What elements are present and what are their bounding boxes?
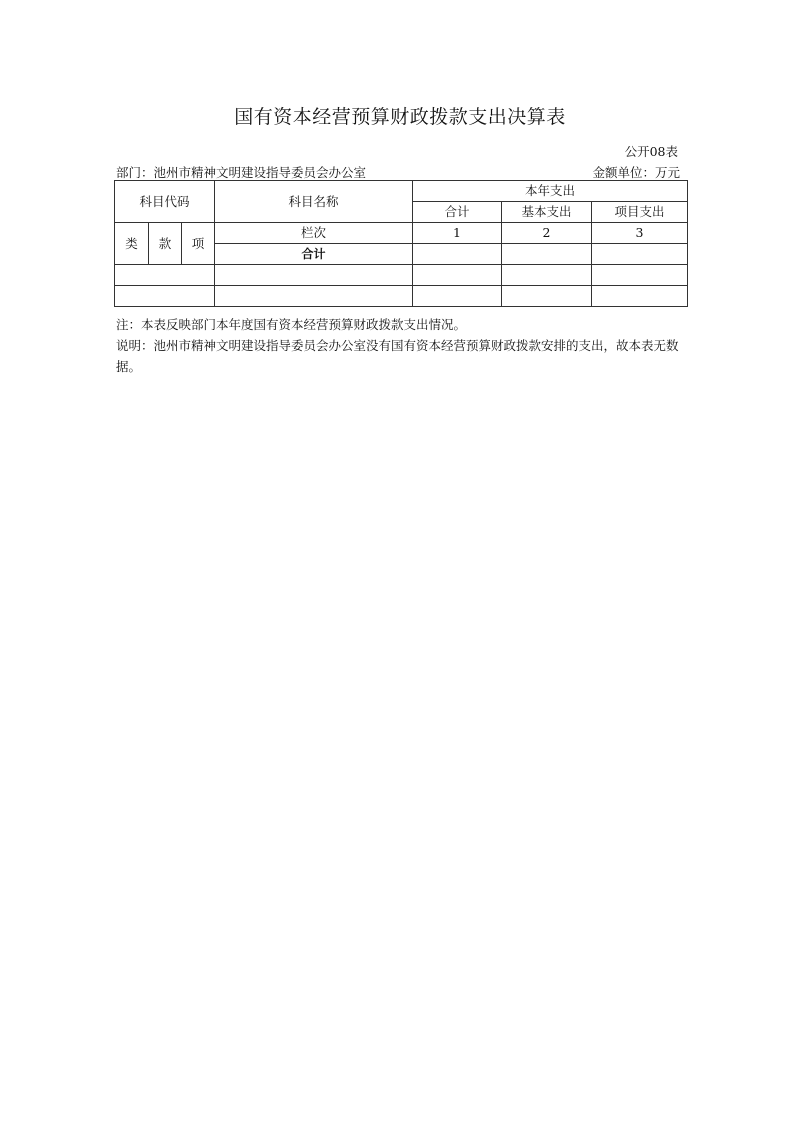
- empty-name-cell: [215, 265, 413, 286]
- empty-cell: [592, 286, 688, 307]
- empty-cell: [592, 265, 688, 286]
- column-number-2: 2: [502, 223, 592, 244]
- sum-basic-cell: [502, 244, 592, 265]
- empty-name-cell: [215, 286, 413, 307]
- class-header: 类: [115, 223, 149, 265]
- empty-cell: [502, 265, 592, 286]
- department-label: 部门：: [116, 165, 154, 180]
- unit-value: 万元: [654, 165, 680, 180]
- form-code: 公开08表: [624, 144, 678, 159]
- note-text: 注：本表反映部门本年度国有资本经营预算财政拨款支出情况。: [116, 317, 467, 332]
- total-header: 合计: [413, 202, 502, 223]
- unit-info: [592, 163, 680, 181]
- current-year-expense-header: 本年支出: [413, 181, 688, 202]
- unit-label: 金额单位：: [592, 165, 655, 180]
- table-row: [115, 265, 688, 286]
- item-header: 项: [182, 223, 215, 265]
- empty-cell: [413, 265, 502, 286]
- empty-cell: [413, 286, 502, 307]
- column-order-row: [115, 223, 688, 244]
- explanation-text: 说明：池州市精神文明建设指导委员会办公室没有国有资本经营预算财政拨款安排的支出，故本表无数据。: [116, 338, 679, 374]
- empty-cell: [502, 286, 592, 307]
- report-title: 国有资本经营预算财政拨款支出决算表: [234, 106, 566, 128]
- project-expense-header: 项目支出: [592, 202, 688, 223]
- basic-expense-header: 基本支出: [502, 202, 592, 223]
- meta-row: [116, 163, 680, 181]
- empty-code-cell: [115, 286, 215, 307]
- section-header: 款: [149, 223, 182, 265]
- sum-row-label: 合计: [215, 244, 413, 265]
- sum-project-cell: [592, 244, 688, 265]
- notes-section: [116, 314, 686, 377]
- column-order-label: 栏次: [215, 223, 413, 244]
- column-number-1: 1: [413, 223, 502, 244]
- table-row: [115, 286, 688, 307]
- empty-code-cell: [115, 265, 215, 286]
- department-info: [116, 163, 366, 181]
- subject-code-header: 科目代码: [115, 181, 215, 223]
- subject-name-header: 科目名称: [215, 181, 413, 223]
- expense-table: [114, 180, 688, 307]
- sum-total-cell: [413, 244, 502, 265]
- column-number-3: 3: [592, 223, 688, 244]
- header-row-1: [115, 181, 688, 202]
- department-name: 池州市精神文明建设指导委员会办公室: [153, 165, 367, 180]
